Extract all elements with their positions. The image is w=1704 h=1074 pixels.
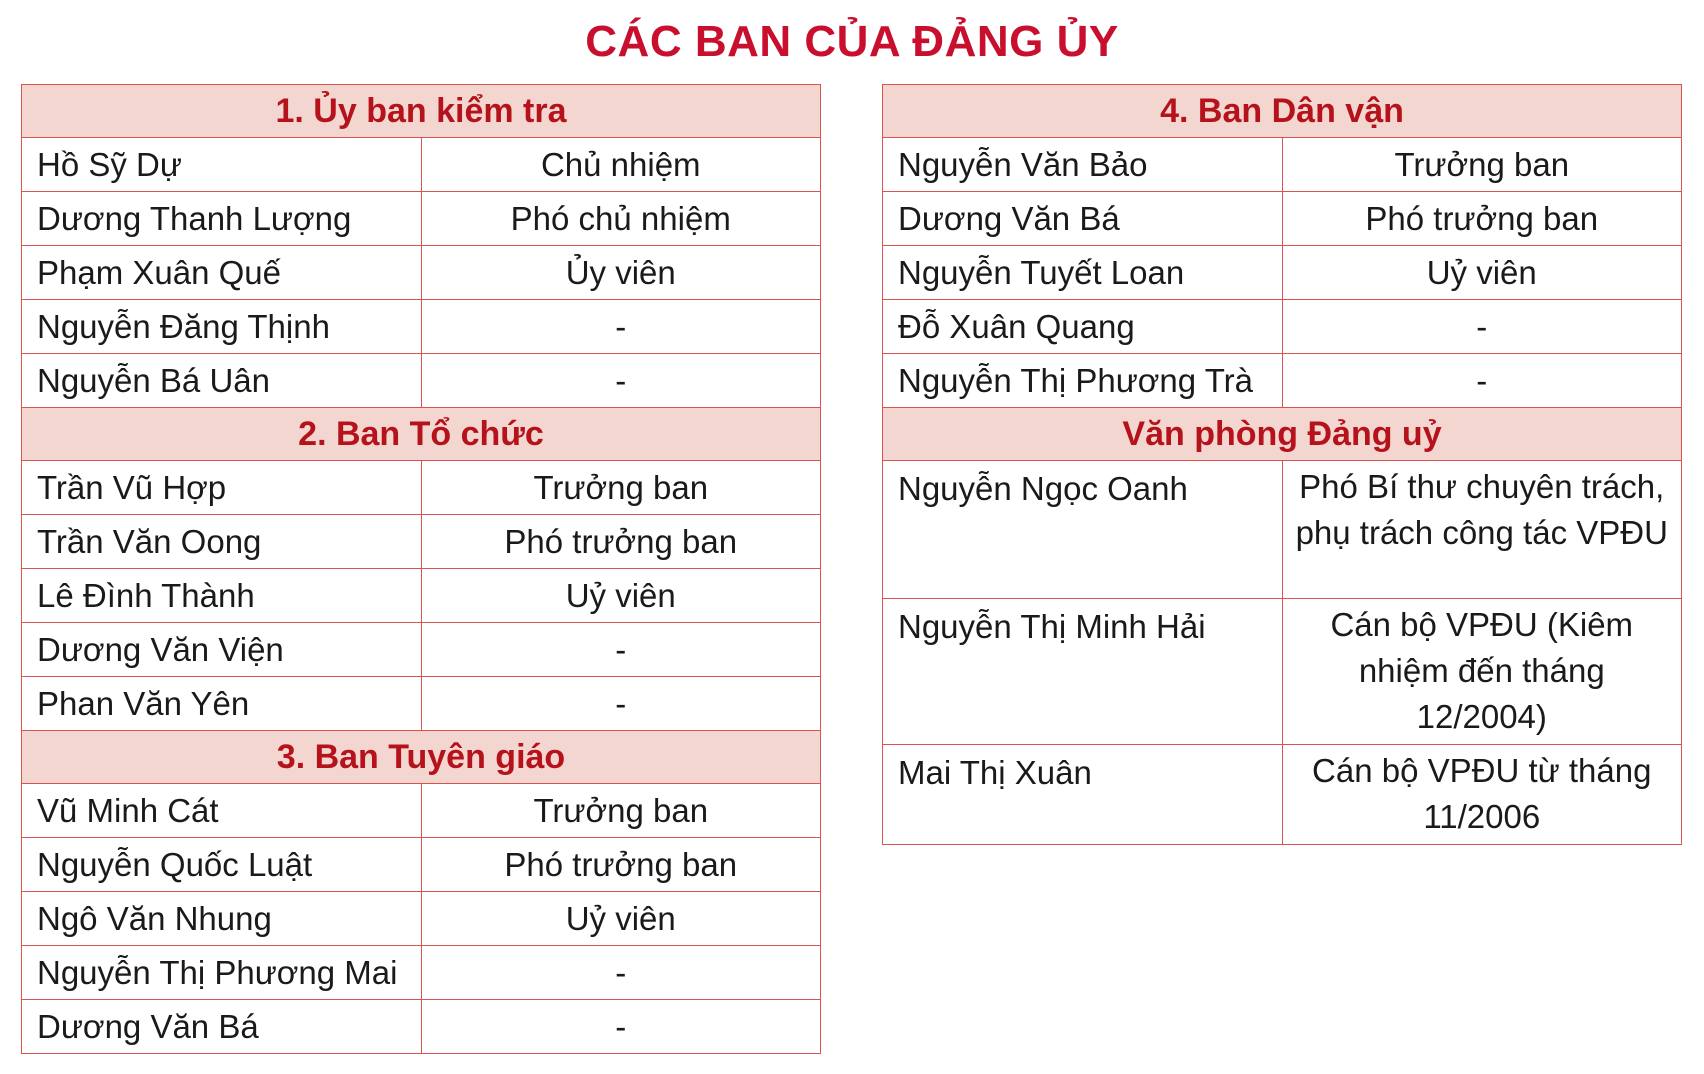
table-row xyxy=(22,138,821,192)
member-name: Nguyễn Thị Phương Mai xyxy=(22,946,422,1000)
member-role: Chủ nhiệm xyxy=(421,138,821,192)
right-table-panel xyxy=(882,84,1682,845)
member-name: Dương Văn Bá xyxy=(22,1000,422,1054)
member-name: Nguyễn Bá Uân xyxy=(22,354,422,408)
table-row xyxy=(22,838,821,892)
member-role: Cán bộ VPĐU (Kiêm nhiệm đến tháng 12/2004) xyxy=(1282,599,1682,745)
table-row xyxy=(883,138,1682,192)
member-name: Dương Văn Viện xyxy=(22,623,422,677)
member-name: Dương Thanh Lượng xyxy=(22,192,422,246)
table-row xyxy=(883,300,1682,354)
member-name: Ngô Văn Nhung xyxy=(22,892,422,946)
member-name: Trần Vũ Hợp xyxy=(22,461,422,515)
member-name: Hồ Sỹ Dự xyxy=(22,138,422,192)
member-role: Ủy viên xyxy=(421,246,821,300)
member-role: - xyxy=(421,300,821,354)
table-row xyxy=(22,569,821,623)
table-row xyxy=(22,892,821,946)
table-row xyxy=(22,246,821,300)
member-role: Uỷ viên xyxy=(1282,246,1682,300)
member-role: Trưởng ban xyxy=(421,461,821,515)
member-name: Dương Văn Bá xyxy=(883,192,1283,246)
member-role: - xyxy=(1282,300,1682,354)
page-title: CÁC BAN CỦA ĐẢNG ỦY xyxy=(585,17,1119,66)
table-row xyxy=(22,192,821,246)
section-heading-row xyxy=(883,85,1682,138)
table-row xyxy=(22,946,821,1000)
member-name: Nguyễn Đăng Thịnh xyxy=(22,300,422,354)
member-name: Nguyễn Thị Phương Trà xyxy=(883,354,1283,408)
member-name: Mai Thị Xuân xyxy=(883,745,1283,845)
table-row xyxy=(883,599,1682,745)
member-role: Trưởng ban xyxy=(1282,138,1682,192)
section-heading: Văn phòng Đảng uỷ xyxy=(883,408,1682,461)
section-heading: 3. Ban Tuyên giáo xyxy=(22,731,821,784)
member-name: Phạm Xuân Quế xyxy=(22,246,422,300)
section-heading: 4. Ban Dân vận xyxy=(883,85,1682,138)
table-row xyxy=(883,461,1682,599)
member-role: Phó trưởng ban xyxy=(1282,192,1682,246)
member-role: Phó chủ nhiệm xyxy=(421,192,821,246)
section-heading: 1. Ủy ban kiểm tra xyxy=(22,85,821,138)
member-name: Vũ Minh Cát xyxy=(22,784,422,838)
table-row xyxy=(883,192,1682,246)
member-name: Nguyễn Văn Bảo xyxy=(883,138,1283,192)
member-role: - xyxy=(421,946,821,1000)
table-row xyxy=(22,623,821,677)
member-role: Cán bộ VPĐU từ tháng 11/2006 xyxy=(1282,745,1682,845)
table-row xyxy=(22,354,821,408)
left-committees-table xyxy=(21,84,821,1054)
table-row xyxy=(883,745,1682,845)
member-name: Đỗ Xuân Quang xyxy=(883,300,1283,354)
member-role: Trưởng ban xyxy=(421,784,821,838)
table-row xyxy=(883,246,1682,300)
section-heading-row xyxy=(22,731,821,784)
member-role: Phó trưởng ban xyxy=(421,515,821,569)
member-name: Phan Văn Yên xyxy=(22,677,422,731)
section-heading-row xyxy=(883,408,1682,461)
section-heading: 2. Ban Tổ chức xyxy=(22,408,821,461)
member-role: - xyxy=(421,1000,821,1054)
section-heading-row xyxy=(22,408,821,461)
section-heading-row xyxy=(22,85,821,138)
table-row xyxy=(22,1000,821,1054)
table-row xyxy=(22,677,821,731)
member-name: Trần Văn Oong xyxy=(22,515,422,569)
member-role: Uỷ viên xyxy=(421,892,821,946)
table-row xyxy=(22,461,821,515)
member-role: - xyxy=(421,677,821,731)
member-role: Uỷ viên xyxy=(421,569,821,623)
table-row xyxy=(22,300,821,354)
member-name: Nguyễn Thị Minh Hải xyxy=(883,599,1283,745)
member-name: Nguyễn Ngọc Oanh xyxy=(883,461,1283,599)
table-row xyxy=(22,515,821,569)
member-role: - xyxy=(421,354,821,408)
member-role: - xyxy=(1282,354,1682,408)
member-role: - xyxy=(421,623,821,677)
table-row xyxy=(22,784,821,838)
member-role: Phó Bí thư chuyên trách, phụ trách công tác VPĐU xyxy=(1282,461,1682,599)
table-row xyxy=(883,354,1682,408)
member-name: Lê Đình Thành xyxy=(22,569,422,623)
member-name: Nguyễn Tuyết Loan xyxy=(883,246,1283,300)
member-role: Phó trưởng ban xyxy=(421,838,821,892)
member-name: Nguyễn Quốc Luật xyxy=(22,838,422,892)
left-table-panel xyxy=(21,84,821,1054)
right-committees-table xyxy=(882,84,1682,845)
